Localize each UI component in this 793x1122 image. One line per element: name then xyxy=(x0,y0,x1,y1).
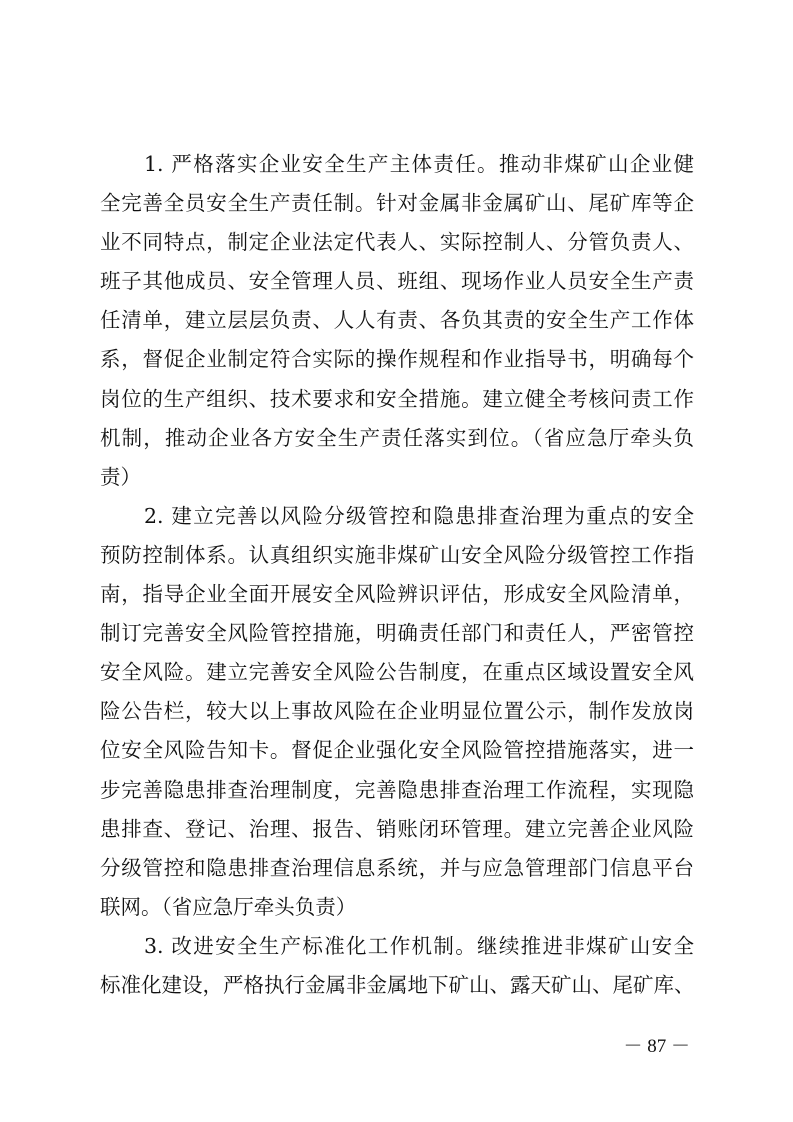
paragraph-line: 安全风险。建立完善安全风险公告制度，在重点区域设置安全风 xyxy=(100,660,694,685)
paragraph-line: 业不同特点，制定企业法定代表人、实际控制人、分管负责人、 xyxy=(100,230,694,255)
paragraph-line: 险公告栏，较大以上事故风险在企业明显位置公示，制作发放岗 xyxy=(100,699,694,724)
paragraph-line: 患排查、登记、治理、报告、销账闭环管理。建立完善企业风险 xyxy=(100,816,694,841)
paragraph-line: 机制，推动企业各方安全生产责任落实到位。（省应急厅牵头负 xyxy=(100,425,694,450)
paragraph-line: 1. 严格落实企业安全生产主体责任。推动非煤矿山企业健 xyxy=(144,152,694,176)
paragraph-line: 位安全风险告知卡。督促企业强化安全风险管控措施落实，进一 xyxy=(100,738,694,763)
paragraph-1 xyxy=(100,145,694,497)
paragraph-line: 南，指导企业全面开展安全风险辨识评估，形成安全风险清单， xyxy=(100,582,694,607)
paragraph-line: 3. 改进安全生产标准化工作机制。继续推进非煤矿山安全 xyxy=(144,933,694,958)
paragraph-line: 步完善隐患排查治理制度，完善隐患排查治理工作流程，实现隐 xyxy=(100,777,694,802)
paragraph-line: 岗位的生产组织、技术要求和安全措施。建立健全考核问责工作 xyxy=(100,386,694,411)
paragraph-2 xyxy=(100,497,694,927)
paragraph-line: 班子其他成员、安全管理人员、班组、现场作业人员安全生产责 xyxy=(100,269,694,294)
paragraph-line: 分级管控和隐患排查治理信息系统，并与应急管理部门信息平台 xyxy=(100,855,694,880)
paragraph-3 xyxy=(100,927,694,1005)
paragraph-line: 2. 建立完善以风险分级管控和隐患排查治理为重点的安全 xyxy=(144,503,694,528)
page-number: － 87 － xyxy=(623,1036,690,1057)
paragraph-line: 标准化建设，严格执行金属非金属地下矿山、露天矿山、尾矿库、 xyxy=(100,972,694,997)
paragraph-line: 预防控制体系。认真组织实施非煤矿山安全风险分级管控工作指 xyxy=(100,542,694,567)
paragraph-line: 系，督促企业制定符合实际的操作规程和作业指导书，明确每个 xyxy=(100,347,694,372)
paragraph-line: 制订完善安全风险管控措施，明确责任部门和责任人，严密管控 xyxy=(100,621,694,646)
document-body xyxy=(100,145,694,1005)
paragraph-line: 责） xyxy=(100,464,141,489)
paragraph-line: 联网。（省应急厅牵头负责） xyxy=(100,894,357,919)
paragraph-line: 任清单，建立层层负责、人人有责、各负其责的安全生产工作体 xyxy=(100,308,694,333)
paragraph-line: 全完善全员安全生产责任制。针对金属非金属矿山、尾矿库等企 xyxy=(100,191,694,216)
